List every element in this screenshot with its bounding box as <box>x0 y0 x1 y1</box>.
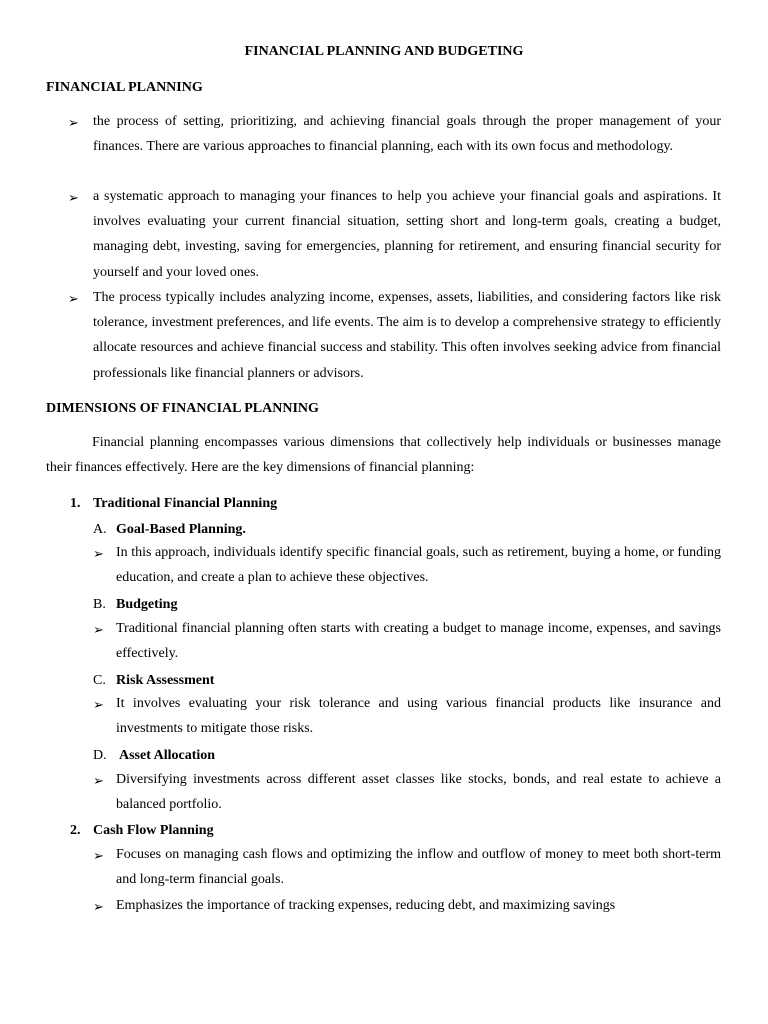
sub-item-b <box>93 596 177 614</box>
sub-item-letter: B. <box>93 597 106 612</box>
sub-item-text: Diversifying investments across different asset classes like stocks, bonds, and real estate to achieve a balanced portfolio. <box>116 772 721 813</box>
sub-item-text: In this approach, individuals identify specific financial goals, such as retirement, buying a home, or funding education, and create a plan to achieve these objectives. <box>116 545 721 586</box>
sub-item-d <box>93 747 215 765</box>
bullet-arrow-icon: ➢ <box>93 546 104 561</box>
sub-item-letter: C. <box>93 673 106 688</box>
section-heading-dimensions: DIMENSIONS OF FINANCIAL PLANNING <box>46 401 319 416</box>
sub-item-text: Traditional financial planning often starts with creating a budget to manage income, expenses, and savings effectively. <box>116 621 721 662</box>
bullet-arrow-icon: ➢ <box>68 115 79 130</box>
bullet-arrow-icon: ➢ <box>93 899 104 914</box>
numbered-item-1 <box>70 495 277 513</box>
bullet-arrow-icon: ➢ <box>68 190 79 205</box>
item-number: 1. <box>70 496 81 511</box>
item-number: 2. <box>70 823 81 838</box>
numbered-item-2 <box>70 822 214 840</box>
section-heading-financial-planning: FINANCIAL PLANNING <box>46 80 203 95</box>
bullet-arrow-icon: ➢ <box>93 697 104 712</box>
bullet-text: the process of setting, prioritizing, and achieving financial goals through the proper management of your finances. There are various approaches to financial planning, each with its own focus and methodology. <box>93 114 721 155</box>
item-title: Traditional Financial Planning <box>93 496 278 511</box>
intro-paragraph: Financial planning encompasses various dimensions that collectively help individuals or businesses manage their finances effectively. Here are the key dimensions of financial planning: <box>46 435 721 476</box>
bullet-text: a systematic approach to managing your finances to help you achieve your financial goals and aspirations. It involves evaluating your current financial situation, setting short and long-term goals, creating a budget, managing debt, investing, saving for emergencies, planning for retirement, and ensuring financial security for yourself and your loved ones. <box>93 189 721 280</box>
bullet-arrow-icon: ➢ <box>68 291 79 306</box>
sub-item-a <box>93 521 246 539</box>
sub-item-letter: D. <box>93 748 107 763</box>
sub-item-title: Budgeting <box>116 597 178 612</box>
bullet-arrow-icon: ➢ <box>93 622 104 637</box>
sub-item-text: It involves evaluating your risk tolerance and using various financial products like insurance and investments to mitigate those risks. <box>116 696 721 737</box>
item-title: Cash Flow Planning <box>93 823 214 838</box>
sub-item-c <box>93 672 214 690</box>
bullet-arrow-icon: ➢ <box>93 773 104 788</box>
sub-item-title: Risk Assessment <box>116 673 215 688</box>
sub-item-title: Goal-Based Planning. <box>116 522 246 537</box>
sub-item-title: Asset Allocation <box>119 748 216 763</box>
sub-item-letter: A. <box>93 522 107 537</box>
bullet-arrow-icon: ➢ <box>93 848 104 863</box>
bullet-text: Emphasizes the importance of tracking expenses, reducing debt, and maximizing savings <box>116 898 616 913</box>
bullet-text: Focuses on managing cash flows and optimizing the inflow and outflow of money to meet both short-term and long-term financial goals. <box>116 847 721 888</box>
bullet-text: The process typically includes analyzing income, expenses, assets, liabilities, and considering factors like risk tolerance, investment preferences, and life events. The aim is to develop a comprehensive strategy to efficiently allocate resources and achieve financial success and stability. This often involves seeking advice from financial professionals like financial planners or advisors. <box>93 290 721 381</box>
document-title: FINANCIAL PLANNING AND BUDGETING <box>244 44 524 59</box>
